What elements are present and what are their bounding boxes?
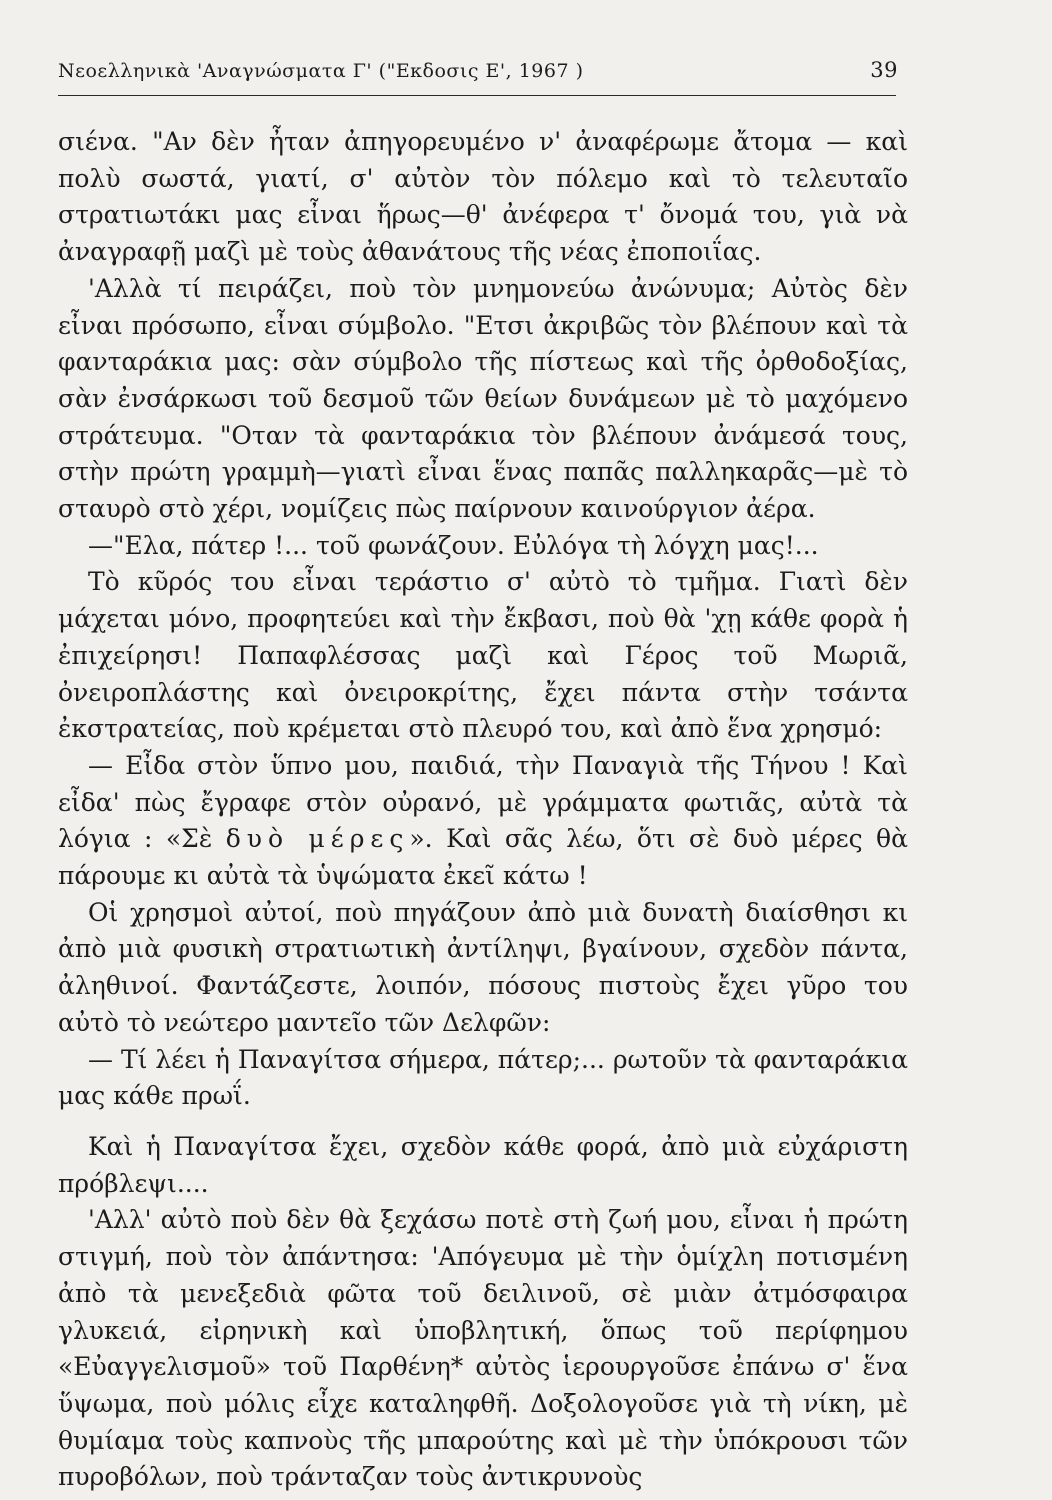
dialogue-paragraph (58, 748, 908, 895)
paragraph: Καὶ ἡ Παναγίτσα ἔχει, σχεδὸν κάθε φορά, ἀπὸ μιὰ εὐχάριστη πρόβλεψι.... (58, 1131, 908, 1198)
body-text (58, 124, 908, 1496)
paragraph: 'Αλλ' αὐτὸ ποὺ δὲν θὰ ξεχάσω ποτὲ στὴ ζωή μου, εἶναι ἡ πρώτη στιγμή, ποὺ τὸν ἀπάντησα: 'Απόγευμα μὲ τὴν ὁμίχλη ποτισμένη ἀπὸ τὰ μενεξεδιὰ φῶτα τοῦ δειλινοῦ, σὲ μιὰν ἀτμόσφαιρα γλυκειά, εἰρηνικὴ καὶ ὑποβλητική, ὅπως τοῦ περίφημου «Εὐαγγελισμοῦ» τοῦ Παρθένη* αὐτὸς ἱερουργοῦσε ἐπάνω σ' ἕνα ὕψωμα, ποὺ μόλις εἶχε καταληφθῆ. Δοξολογοῦσε γιὰ τὴ νίκη, μὲ θυμίαμα τοὺς καπνοὺς τῆς μπαρούτης καὶ μὲ τὴν ὑπόκρουσι τῶν πυροβόλων, ποὺ τράνταζαν τοὺς ἀντικρυνοὺς (58, 1205, 908, 1492)
paragraph: Τὸ κῦρός του εἶναι τεράστιο σ' αὐτὸ τὸ τμῆμα. Γιατὶ δὲν μάχεται μόνο, προφητεύει καὶ τὴν ἔκβασι, ποὺ θὰ 'χῃ κάθε φορὰ ἡ ἐπιχείρησι! Παπαφλέσσας μαζὶ καὶ Γέρος τοῦ Μωριᾶ, ὀνειροπλάστης καὶ ὀνειροκρίτης, ἔχει πάντα στὴν τσάντα ἐκστρατείας, ποὺ κρέμεται στὸ πλευρό του, καὶ ἀπὸ ἕνα χρησμό: (58, 567, 908, 744)
running-title: Νεοελληνικὰ 'Αναγνώσματα Γ' ("Εκδοσις Ε', 1967 ) (58, 60, 584, 82)
page-number: 39 (870, 58, 898, 82)
prophecy-text: — Εἶδα στὸν ὕπνο μου, παιδιά, τὴν Παναγιὰ τῆς Τήνου ! Καὶ εἶδα' πὼς ἔγραφε στὸν οὐρανό, μὲ γράμματα φωτιᾶς, αὐτὰ τὰ λόγια : «Σὲ (58, 750, 908, 854)
dialogue-line: —"Ελα, πάτερ !... τοῦ φωνάζουν. Εὐλόγα τὴ λόγχη μας!... (88, 530, 819, 560)
spaced-emphasis: δυὸ μέρες (225, 824, 410, 854)
header-rule (58, 95, 896, 96)
dialogue-line: — Τί λέει ἡ Παναγίτσα σήμερα, πάτερ;... ρωτοῦν τὰ φανταράκια μας κάθε πρωΐ. (58, 1044, 908, 1111)
paragraph: σιένα. "Αν δὲν ἦταν ἀπηγορευμένο ν' ἀναφέρωμε ἄτομα — καὶ πολὺ σωστά, γιατί, σ' αὐτὸν τὸν πόλεμο καὶ τὸ τελευταῖο στρατιωτάκι μας εἶναι ἥρως—θ' ἀνέφερα τ' ὄνομά του, γιὰ νὰ ἀναγραφῇ μαζὶ μὲ τοὺς ἀθανάτους τῆς νέας ἐποποιΐας. (58, 127, 908, 267)
paragraph: Οἱ χρησμοὶ αὐτοί, ποὺ πηγάζουν ἀπὸ μιὰ δυνατὴ διαίσθησι κι ἀπὸ μιὰ φυσικὴ στρατιωτικὴ ἀντίληψι, βγαίνουν, σχεδὸν πάντα, ἀληθινοί. Φαντάζεστε, λοιπόν, πόσους πιστοὺς ἔχει γῦρο του αὐτὸ τὸ νεώτερο μαντεῖο τῶν Δελφῶν: (58, 897, 908, 1037)
paragraph: 'Αλλὰ τί πειράζει, ποὺ τὸν μνημονεύω ἀνώνυμα; Αὐτὸς δὲν εἶναι πρόσωπο, εἶναι σύμβολο. "Ετσι ἀκριβῶς τὸν βλέπουν καὶ τὰ φανταράκια μας: σὰν σύμβολο τῆς πίστεως καὶ τῆς ὀρθοδοξίας, σὰν ἐνσάρκωσι τοῦ δεσμοῦ τῶν θείων δυνάμεων μὲ τὸ μαχόμενο στράτευμα. "Οταν τὰ φανταράκια τὸν βλέπουν ἀνάμεσά τους, στὴν πρώτη γραμμὴ—γιατὶ εἶναι ἕνας παπᾶς παλληκαρᾶς—μὲ τὸ σταυρὸ στὸ χέρι, νομίζεις πὼς παίρνουν καινούργιον ἀέρα. (58, 273, 908, 524)
prophecy-text-end: ». Καὶ σᾶς λέω, ὅτι σὲ δυὸ μέρες θὰ πάρουμε κι αὐτὰ τὰ ὑψώματα ἐκεῖ κάτω ! (58, 824, 908, 891)
running-head (58, 58, 898, 82)
